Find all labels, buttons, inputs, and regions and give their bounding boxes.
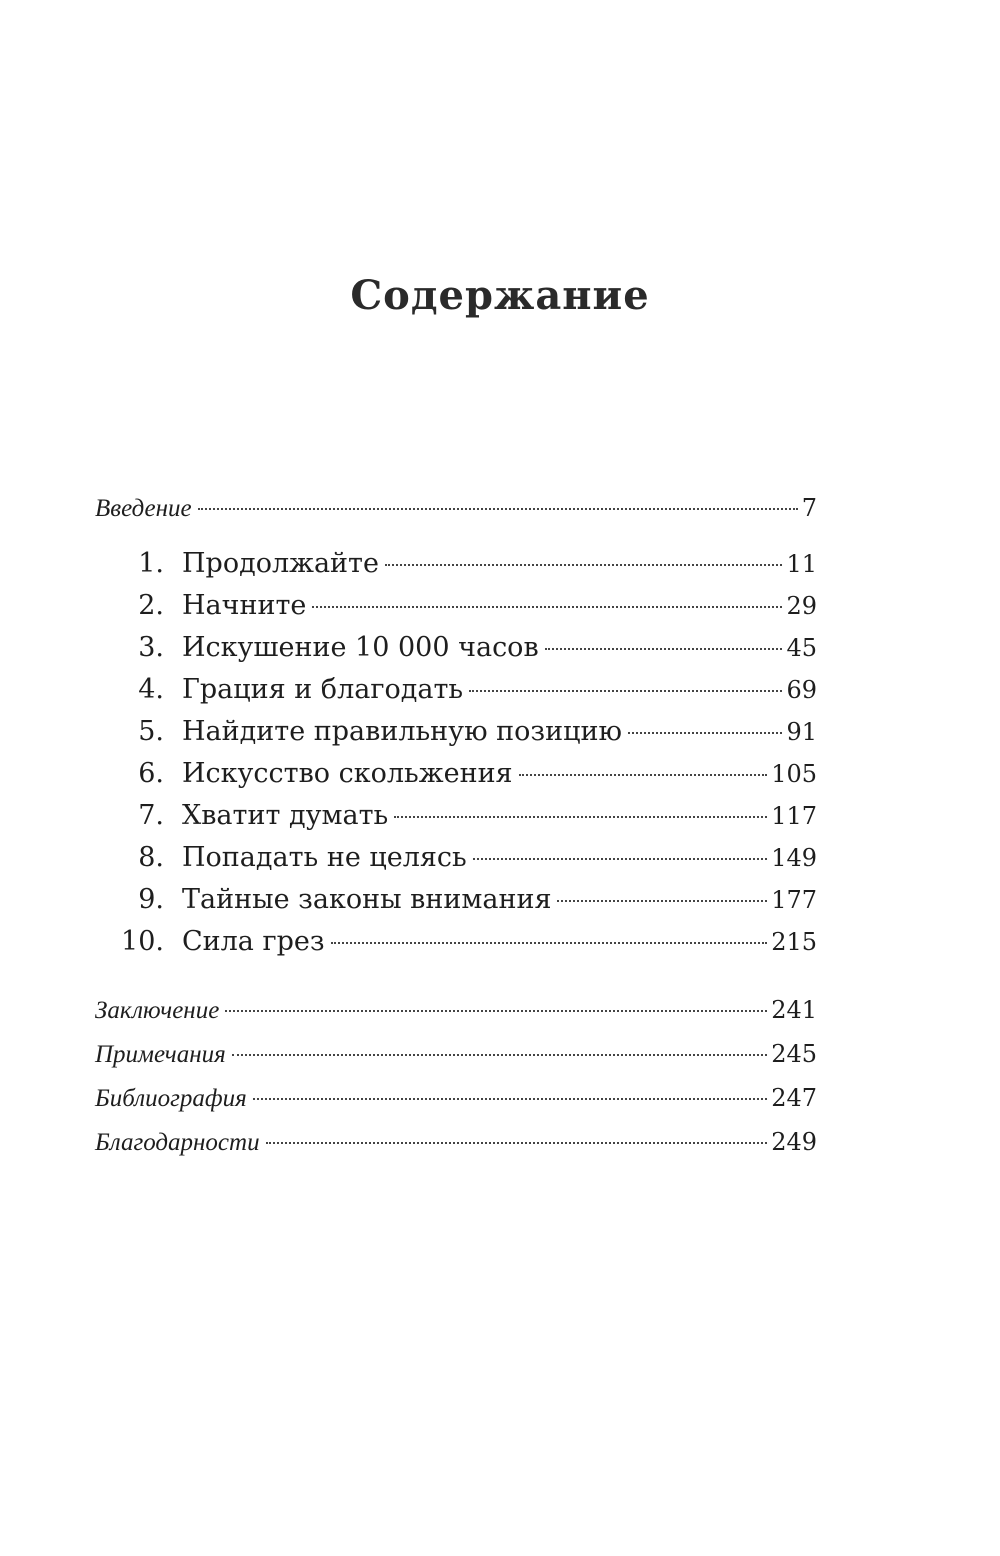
toc-entry-chapter-4 [95,670,817,710]
toc-entry-label: Попадать не целясь [182,842,467,873]
toc-entry-label: Введение [95,495,192,522]
dot-leader [198,508,798,510]
chapter-number: 2. [138,590,164,621]
dot-leader [253,1098,767,1100]
toc-entry-page: 45 [786,634,817,662]
dot-leader [385,564,782,566]
toc-entry-label: Благодарности [95,1129,260,1156]
dot-leader [225,1010,767,1012]
toc-entry-page: 7 [801,494,817,522]
page-title: Содержание [350,272,650,319]
toc-entry-label: Библиография [95,1085,247,1112]
toc-entry-page: 105 [771,760,817,788]
toc-entry-label: Заключение [95,997,220,1024]
toc-entry-label: Искушение 10 000 часов [182,632,539,663]
dot-leader [557,900,767,902]
toc-entry-bibliography [95,1078,817,1118]
toc-entry-chapter-10 [95,922,817,962]
dot-leader [331,942,768,944]
toc-entry-page: 149 [771,844,817,872]
chapter-number: 7. [138,800,164,831]
toc-entry-label: Сила грез [182,926,325,957]
dot-leader [312,606,782,608]
dot-leader [232,1054,767,1056]
toc-entry-chapter-2 [95,586,817,626]
chapter-number: 4. [138,674,164,705]
toc-entry-chapter-6 [95,754,817,794]
toc-entry-page: 11 [786,550,817,578]
chapter-number: 1. [138,548,164,579]
toc-entry-label: Начните [182,590,307,621]
toc-entry-page: 249 [771,1128,817,1156]
toc-entry-chapter-3 [95,628,817,668]
toc-entry-page: 245 [771,1040,817,1068]
toc-entry-chapter-7 [95,796,817,836]
chapter-number: 6. [138,758,164,789]
toc-entry-notes [95,1034,817,1074]
toc-entry-page: 177 [771,886,817,914]
toc-entry-label: Примечания [95,1041,226,1068]
toc-entry-chapter-5 [95,712,817,752]
chapter-number: 9. [138,884,164,915]
chapter-number: 10. [121,926,164,957]
toc-entry-label: Тайные законы внимания [182,884,552,915]
toc-entry-page: 241 [771,996,817,1024]
toc-entry-page: 117 [771,802,817,830]
chapter-number: 3. [138,632,164,663]
toc-entry-page: 215 [771,928,817,956]
dot-leader [545,648,783,650]
toc-entry-chapter-9 [95,880,817,920]
toc-entry-page: 247 [771,1084,817,1112]
dot-leader [266,1142,768,1144]
dot-leader [473,858,767,860]
dot-leader [628,732,782,734]
toc-entry-page: 29 [786,592,817,620]
dot-leader [394,816,767,818]
dot-leader [469,690,782,692]
toc-entry-label: Искусство скольжения [182,758,513,789]
toc-entry-chapter-8 [95,838,817,878]
dot-leader [519,774,768,776]
toc-entry-label: Продолжайте [182,548,379,579]
toc-entry-acknowledgements [95,1122,817,1162]
chapter-number: 8. [138,842,164,873]
toc-entry-label: Найдите правильную позицию [182,716,622,747]
toc-entry-label: Хватит думать [182,800,389,831]
toc-entry-conclusion [95,990,817,1030]
toc-entry-chapter-1 [95,544,817,584]
toc-entry-page: 91 [786,718,817,746]
chapter-number: 5. [138,716,164,747]
toc-entry-page: 69 [786,676,817,704]
toc-entry-intro [95,488,817,528]
toc-entry-label: Грация и благодать [182,674,464,705]
